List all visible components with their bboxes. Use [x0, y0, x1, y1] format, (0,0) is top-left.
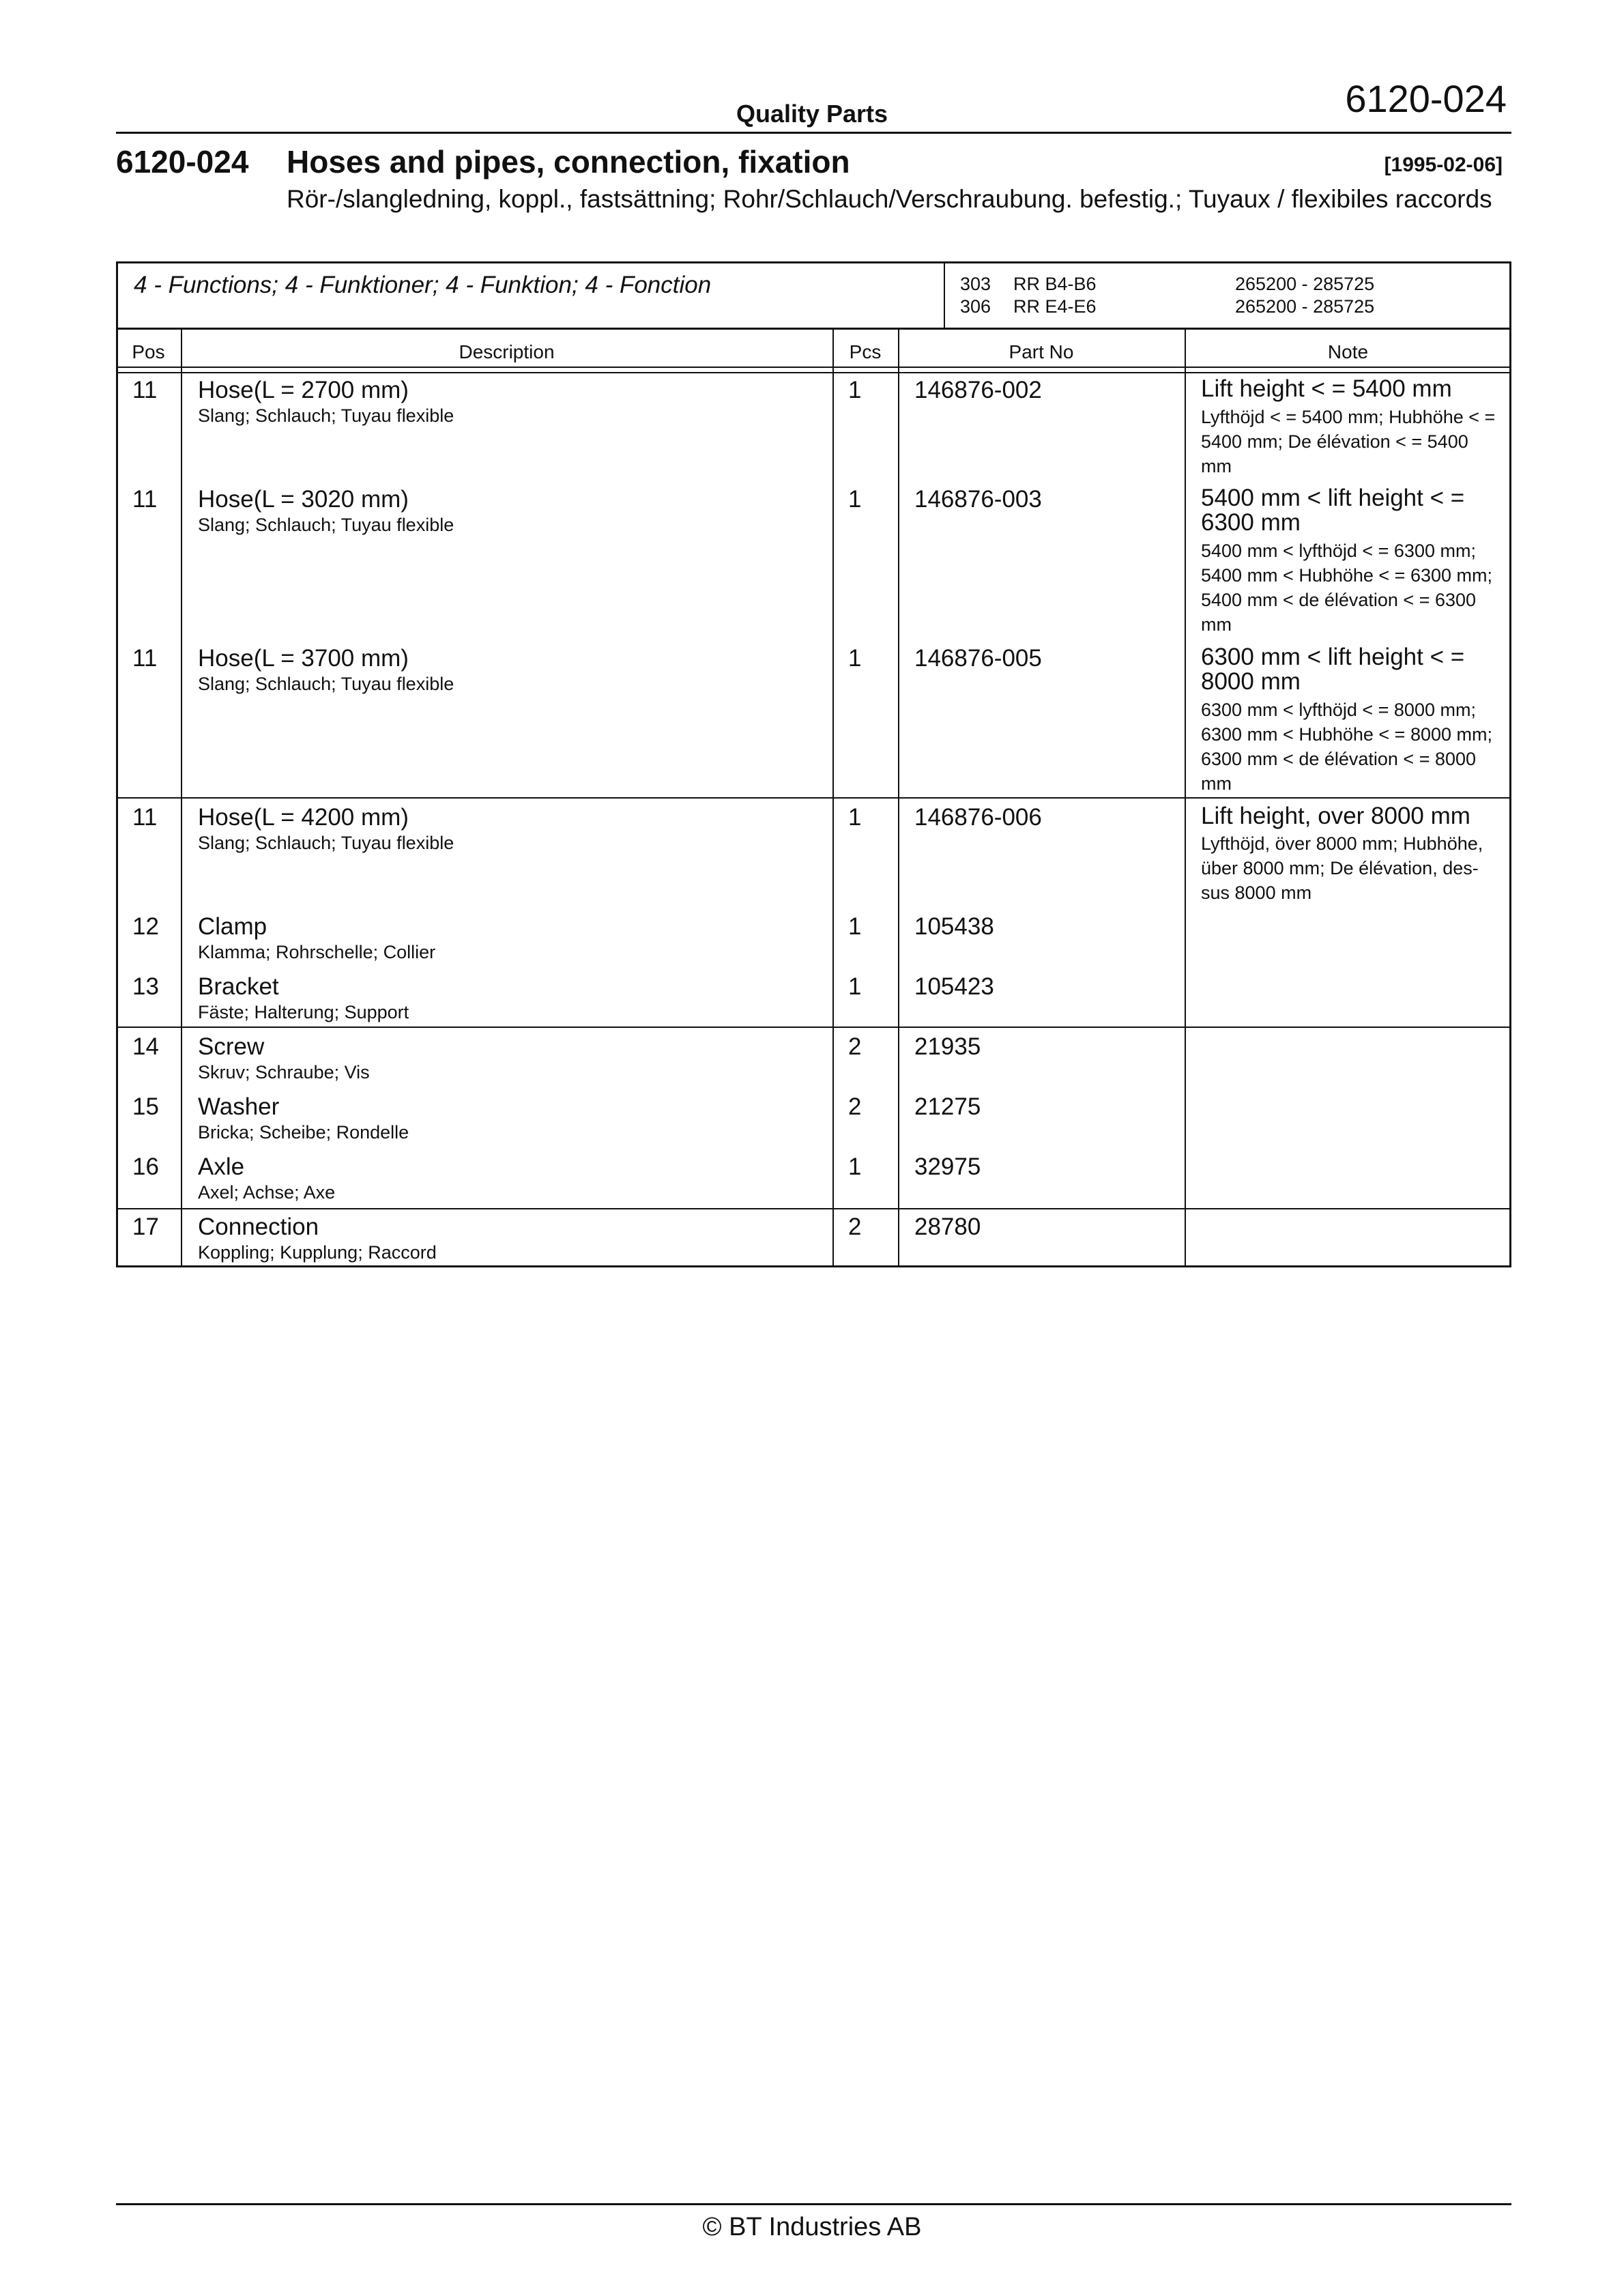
row-description-translation: Fäste; Halterung; Support [198, 1002, 409, 1022]
row-description: Hose(L = 3020 mm) [198, 486, 409, 513]
row-pos: 11 [132, 377, 158, 403]
column-divider [898, 330, 899, 1267]
row-part-no: 105438 [914, 913, 994, 940]
row-description: Washer [198, 1093, 280, 1120]
section-title: Hoses and pipes, connection, fixation [287, 144, 850, 180]
row-part-no: 146876-003 [914, 486, 1042, 513]
row-note: Lift height < = 5400 mm [1201, 375, 1452, 402]
row-description: Axle [198, 1153, 245, 1180]
function-box-divider [944, 261, 945, 330]
row-part-no: 21275 [914, 1093, 981, 1120]
row-description-translation: Skruv; Schraube; Vis [198, 1062, 370, 1082]
column-divider [1185, 330, 1186, 1267]
row-description: Connection [198, 1214, 319, 1240]
row-pos: 12 [132, 913, 159, 940]
row-pos: 17 [132, 1214, 159, 1240]
row-pcs: 1 [848, 913, 862, 940]
header-doc-number: 6120-024 [1345, 77, 1507, 120]
column-header-part-no: Part No [1009, 341, 1074, 362]
section-date: [1995-02-06] [1384, 154, 1503, 176]
column-header-note: Note [1327, 341, 1369, 362]
column-header-description: Description [459, 341, 555, 362]
row-pcs: 2 [848, 1033, 862, 1060]
model-ranges [1235, 273, 1374, 318]
row-pcs: 2 [848, 1093, 862, 1120]
model-number: 303 [960, 274, 991, 294]
row-part-no: 146876-002 [914, 377, 1042, 403]
row-pcs: 1 [848, 645, 862, 672]
row-part-no: 32975 [914, 1153, 981, 1180]
row-pos: 11 [132, 645, 158, 672]
row-description-translation: Koppling; Kupplung; Raccord [198, 1242, 437, 1263]
row-description: Hose(L = 3700 mm) [198, 645, 409, 672]
footer-copyright: © BT Industries AB [702, 2213, 922, 2241]
row-pos: 11 [132, 804, 158, 831]
row-note: 5400 mm < lift height < = 6300 mm [1201, 485, 1465, 536]
row-description-translation: Klamma; Rohrschelle; Collier [198, 942, 436, 962]
column-header-pos: Pos [132, 341, 165, 362]
section-subtitle: Rör-/slangledning, koppl., fastsättning; Rohr/Schlauch/Verschraubung. befestig.; Tuyaux / flexibiles raccords [287, 185, 1492, 213]
group-separator [116, 797, 1511, 799]
model-range: 265200 - 285725 [1235, 274, 1375, 294]
group-separator [116, 1027, 1511, 1028]
model-name: RR E4-E6 [1013, 296, 1097, 317]
row-note-translation: 5400 mm < lyfthöjd < = 6300 mm; 5400 mm < Hubhöhe < = 6300 mm; 5400 mm < de élévation < = 6300 mm [1201, 541, 1493, 635]
model-numbers [960, 273, 991, 318]
row-description: Bracket [198, 973, 279, 1000]
row-description-translation: Slang; Schlauch; Tuyau flexible [198, 833, 454, 853]
row-pos: 15 [132, 1093, 159, 1120]
header-separator [116, 367, 1511, 368]
row-part-no: 146876-005 [914, 645, 1042, 672]
row-pcs: 1 [848, 973, 862, 1000]
row-pos: 13 [132, 973, 159, 1000]
row-description-translation: Slang; Schlauch; Tuyau flexible [198, 674, 454, 694]
row-pcs: 1 [848, 377, 862, 403]
row-description: Screw [198, 1033, 265, 1060]
function-text: 4 - Functions; 4 - Funktioner; 4 - Funktion; 4 - Fonction [134, 272, 712, 298]
row-note-translation: 6300 mm < lyfthöjd < = 8000 mm; 6300 mm < Hubhöhe < = 8000 mm; 6300 mm < de élévation < = 8000 mm [1201, 700, 1493, 794]
column-divider [832, 330, 834, 1267]
row-pcs: 1 [848, 804, 862, 831]
row-part-no: 105423 [914, 973, 994, 1000]
row-description: Hose(L = 4200 mm) [198, 804, 409, 831]
row-pcs: 1 [848, 486, 862, 513]
row-pos: 14 [132, 1033, 159, 1060]
row-part-no: 146876-006 [914, 804, 1042, 831]
model-names [1013, 273, 1097, 318]
row-part-no: 21935 [914, 1033, 981, 1060]
footer-rule [116, 2203, 1511, 2205]
header-title: Quality Parts [736, 100, 888, 128]
row-pcs: 1 [848, 1153, 862, 1180]
column-header-pcs: Pcs [849, 341, 882, 362]
row-pos: 11 [132, 486, 158, 513]
header-rule [116, 132, 1511, 134]
section-code: 6120-024 [116, 144, 249, 180]
row-pcs: 2 [848, 1214, 862, 1240]
row-note-translation: Lyfthöjd, över 8000 mm; Hubhöhe, über 8000 mm; De élévation, des-sus 8000 mm [1201, 833, 1483, 903]
row-note: 6300 mm < lift height < = 8000 mm [1201, 644, 1465, 695]
row-description-translation: Bricka; Scheibe; Rondelle [198, 1122, 409, 1143]
column-divider [181, 330, 182, 1267]
row-description-translation: Slang; Schlauch; Tuyau flexible [198, 405, 454, 426]
row-pos: 16 [132, 1153, 159, 1180]
header-separator [116, 372, 1511, 373]
model-number: 306 [960, 296, 991, 317]
model-range: 265200 - 285725 [1235, 296, 1375, 317]
row-part-no: 28780 [914, 1214, 981, 1240]
group-separator [116, 1208, 1511, 1209]
row-description: Hose(L = 2700 mm) [198, 377, 409, 403]
row-description-translation: Slang; Schlauch; Tuyau flexible [198, 515, 454, 535]
row-description: Clamp [198, 913, 267, 940]
model-name: RR B4-B6 [1013, 274, 1097, 294]
row-note: Lift height, over 8000 mm [1201, 803, 1470, 829]
row-description-translation: Axel; Achse; Axe [198, 1182, 336, 1203]
row-note-translation: Lyfthöjd < = 5400 mm; Hubhöhe < = 5400 mm; De élévation < = 5400 mm [1201, 407, 1496, 476]
